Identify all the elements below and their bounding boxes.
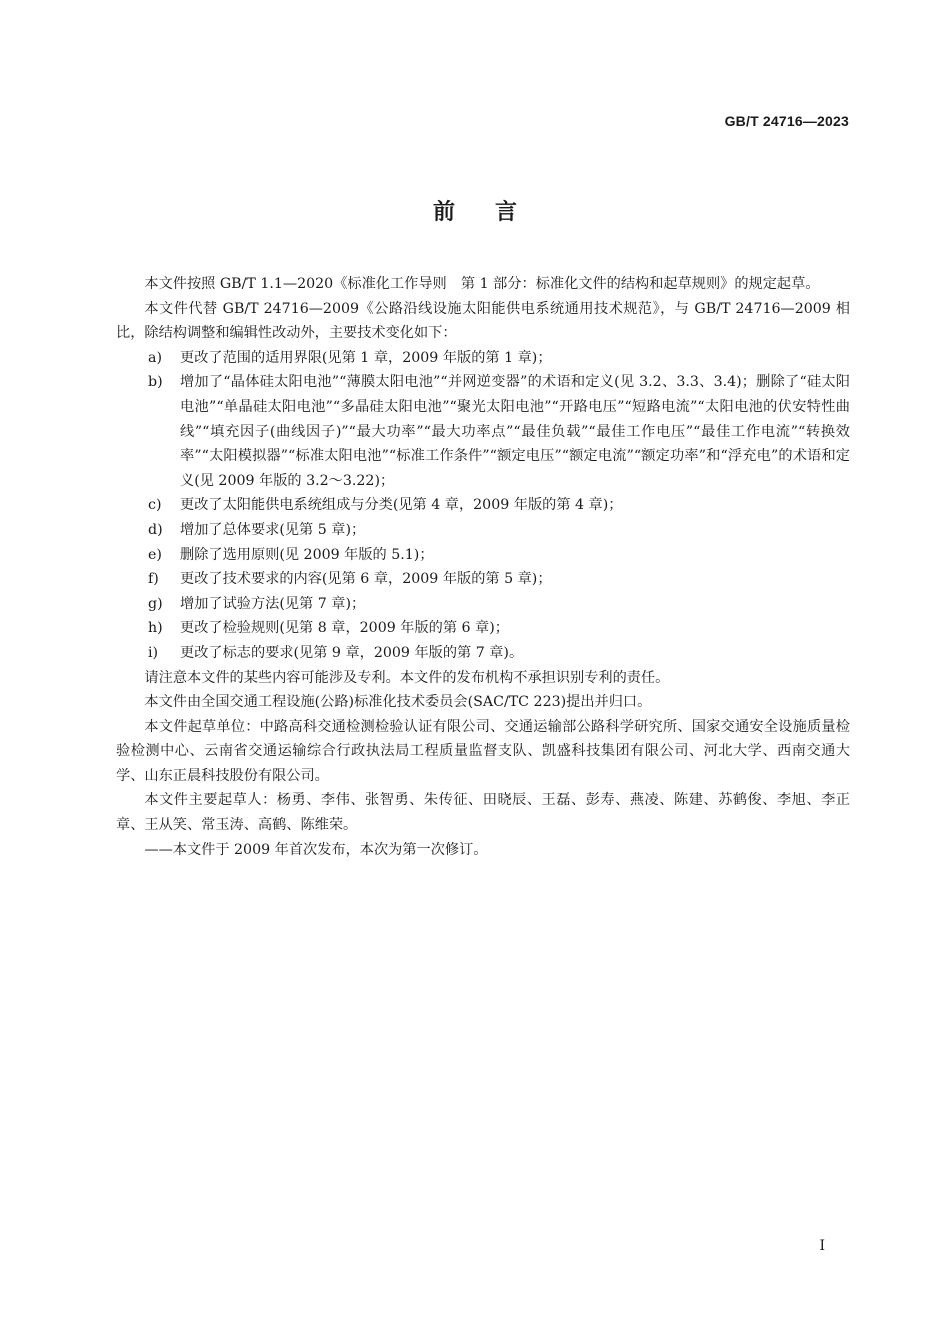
list-marker: a) — [148, 349, 162, 366]
list-item — [116, 543, 850, 568]
list-item-text: 更改了范围的适用界限(见第 1 章，2009 年版的第 1 章)； — [180, 349, 552, 366]
patent-notice: 请注意本文件的某些内容可能涉及专利。本文件的发布机构不承担识别专利的责任。 — [144, 669, 670, 686]
page-title: 前言 — [432, 200, 557, 225]
drafters: 本文件主要起草人：杨勇、李伟、张智勇、朱传征、田晓辰、王磊、彭寿、燕凌、陈建、苏鹤俊、李旭、李正章、王从笑、常玉涛、高鹤、陈维荣。 — [116, 792, 850, 834]
revision-history: ——本文件于 2009 年首次发布，本次为第一次修订。 — [144, 841, 488, 858]
list-item-text: 更改了标志的要求(见第 9 章，2009 年版的第 7 章)。 — [180, 644, 524, 661]
list-item — [116, 567, 850, 592]
foreword-body — [116, 272, 850, 862]
list-marker: h) — [148, 620, 163, 637]
list-item — [116, 370, 850, 493]
list-item-text: 增加了“晶体硅太阳电池”“薄膜太阳电池”“并网逆变器”的术语和定义(见 3.2、3.3、3.4)；删除了“硅太阳电池”“单晶硅太阳电池”“多晶硅太阳电池”“聚光太阳电池”“开路电压”“短路电流”“太阳电池的伏安特性曲线”“填充因子(曲线因子)”“最大功率”“最大功率点”“最佳负载”“最佳工作电压”“最佳工作电流”“转换效率”“太阳模拟器”“标准太阳电池”“标准工作条件”“额定电压”“额定电流”“额定功率”和“浮充电”的术语和定义(见 2009 年版的 3.2～3.22)； — [180, 374, 850, 489]
changes-list — [116, 346, 850, 666]
intro-paragraph: 本文件按照 GB/T 1.1—2020《标准化工作导则 第 1 部分：标准化文件的结构和起草规则》的规定起草。 — [144, 276, 820, 292]
list-marker: f) — [148, 571, 159, 588]
list-marker: e) — [148, 546, 162, 563]
list-item — [116, 616, 850, 641]
drafting-organizations: 本文件起草单位：中路高科交通检测检验认证有限公司、交通运输部公路科学研究所、国家交通安全设施质量检验检测中心、云南省交通运输综合行政执法局工程质量监督支队、凯盛科技集团有限公司、河北大学、西南交通大学、山东正晨科技股份有限公司。 — [116, 718, 850, 784]
list-item — [116, 346, 850, 371]
page-number: I — [819, 1238, 825, 1254]
list-item — [116, 518, 850, 543]
list-item-text: 增加了总体要求(见第 5 章)； — [180, 521, 366, 538]
list-item-text: 更改了检验规则(见第 8 章，2009 年版的第 6 章)； — [180, 620, 509, 637]
list-item — [116, 641, 850, 666]
list-item — [116, 493, 850, 518]
intro-paragraph: 本文件代替 GB/T 24716—2009《公路沿线设施太阳能供电系统通用技术规范》，与 GB/T 24716—2009 相比，除结构调整和编辑性改动外，主要技术变化如下： — [116, 300, 850, 342]
list-item-text: 更改了太阳能供电系统组成与分类(见第 4 章，2009 年版的第 4 章)； — [180, 497, 623, 514]
list-item-text: 删除了选用原则(见 2009 年版的 5.1)； — [180, 546, 434, 563]
list-marker: b) — [148, 374, 163, 391]
document-code: GB/T 24716—2023 — [724, 113, 849, 129]
list-item-text: 增加了试验方法(见第 7 章)； — [180, 595, 366, 612]
list-marker: g) — [148, 595, 163, 612]
list-marker: i) — [148, 644, 159, 661]
proposer-statement: 本文件由全国交通工程设施(公路)标准化技术委员会(SAC/TC 223)提出并归口。 — [144, 694, 652, 711]
list-marker: c) — [148, 497, 162, 514]
list-marker: d) — [148, 521, 163, 538]
list-item-text: 更改了技术要求的内容(见第 6 章，2009 年版的第 5 章)； — [180, 571, 552, 588]
list-item — [116, 592, 850, 617]
